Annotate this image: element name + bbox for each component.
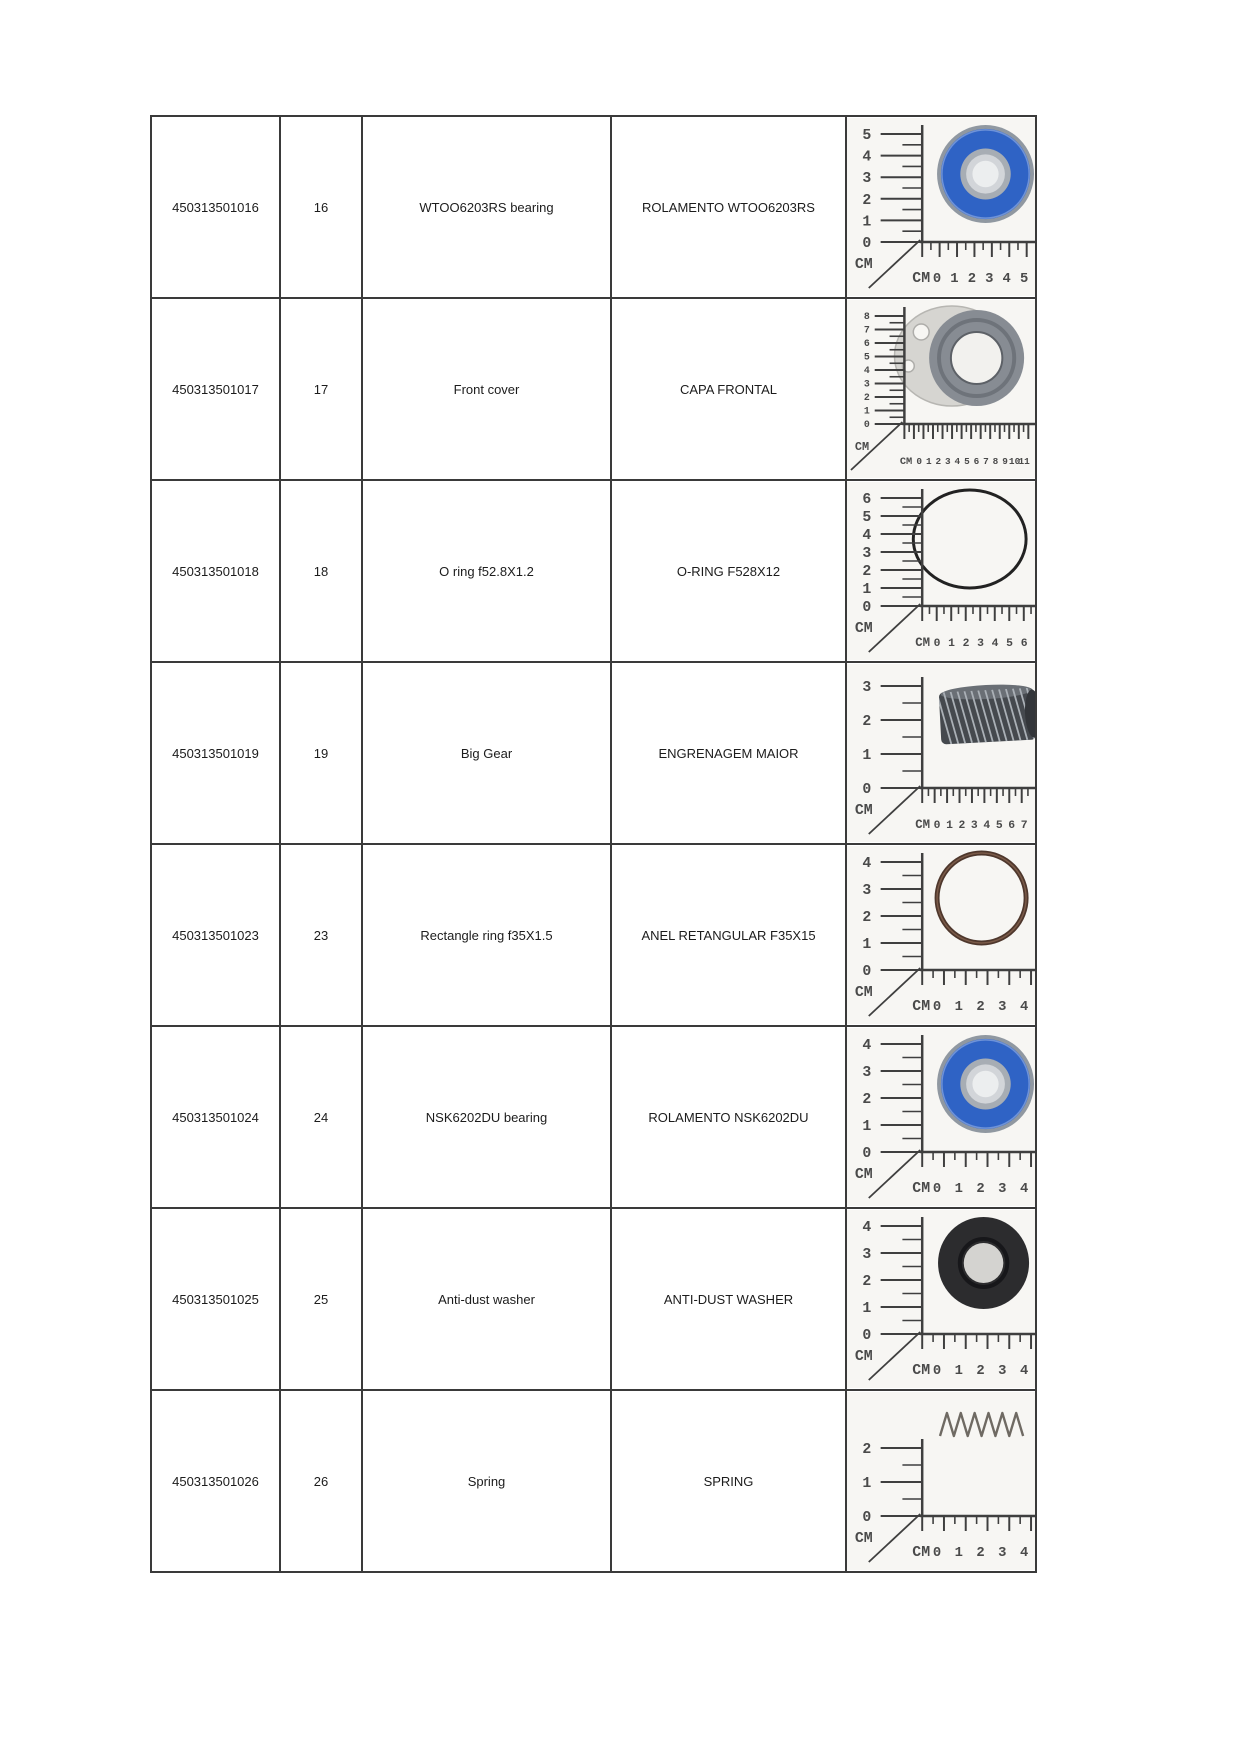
svg-text:1: 1 xyxy=(954,1362,963,1380)
part-photo-ruler-icon xyxy=(847,1392,1035,1570)
svg-text:2: 2 xyxy=(976,1180,985,1198)
svg-text:2: 2 xyxy=(976,1544,985,1562)
item-index-cell xyxy=(280,1208,362,1390)
part-photo-cell xyxy=(846,116,1036,298)
svg-text:CM: CM xyxy=(854,1530,873,1548)
part-photo-cell xyxy=(846,298,1036,480)
description-en-cell xyxy=(362,662,611,844)
part-photo-ruler-icon xyxy=(847,1210,1035,1388)
svg-text:CM: CM xyxy=(854,802,873,820)
svg-text:3: 3 xyxy=(977,636,984,651)
svg-text:5: 5 xyxy=(995,818,1003,833)
description-pt-cell xyxy=(611,1208,846,1390)
part-photo-ruler-icon xyxy=(847,664,1035,842)
description-pt-cell xyxy=(611,662,846,844)
part-photo xyxy=(847,300,1035,478)
description-en-cell xyxy=(362,298,611,480)
svg-text:0: 0 xyxy=(932,998,942,1016)
svg-text:3: 3 xyxy=(945,455,951,468)
svg-text:4: 4 xyxy=(862,855,872,873)
part-number: 450313501024 xyxy=(172,1109,259,1125)
description-en-cell xyxy=(362,1390,611,1572)
part-photo-cell xyxy=(846,480,1036,662)
part-photo-ruler-icon xyxy=(847,846,1035,1024)
description-en-cell xyxy=(362,844,611,1026)
part-photo-cell xyxy=(846,844,1036,1026)
svg-text:2: 2 xyxy=(862,1273,872,1291)
table-row xyxy=(151,662,1036,844)
svg-text:2: 2 xyxy=(862,192,872,209)
svg-text:4: 4 xyxy=(1019,1544,1029,1562)
part-photo-ruler-icon xyxy=(847,1028,1035,1206)
svg-text:3: 3 xyxy=(998,1362,1007,1380)
svg-text:CM: CM xyxy=(915,635,931,651)
item-index-cell xyxy=(280,1390,362,1572)
svg-text:0: 0 xyxy=(932,1362,942,1380)
svg-text:5: 5 xyxy=(964,455,970,468)
svg-text:4: 4 xyxy=(1019,998,1029,1016)
svg-text:5: 5 xyxy=(862,509,872,527)
description-pt: ROLAMENTO NSK6202DU xyxy=(648,1109,809,1125)
description-pt: ROLAMENTO WTOO6203RS xyxy=(642,199,815,215)
description-en: Front cover xyxy=(453,381,520,397)
item-index: 19 xyxy=(313,745,329,761)
part-number: 450313501017 xyxy=(172,381,259,397)
svg-text:4: 4 xyxy=(862,149,872,166)
description-en: NSK6202DU bearing xyxy=(425,1109,548,1125)
svg-text:2: 2 xyxy=(976,1362,985,1380)
svg-text:2: 2 xyxy=(976,998,985,1016)
svg-text:0: 0 xyxy=(933,636,941,651)
description-pt-cell xyxy=(611,480,846,662)
table-row xyxy=(151,480,1036,662)
svg-text:3: 3 xyxy=(863,378,870,390)
svg-text:0: 0 xyxy=(862,963,872,981)
description-en: Spring xyxy=(467,1473,506,1489)
svg-text:4: 4 xyxy=(983,818,991,833)
svg-text:2: 2 xyxy=(962,636,970,651)
svg-text:CM: CM xyxy=(912,998,931,1016)
svg-text:0: 0 xyxy=(932,1180,942,1198)
description-pt-cell xyxy=(611,844,846,1026)
svg-text:0: 0 xyxy=(916,455,923,468)
item-index: 18 xyxy=(313,563,329,579)
part-photo xyxy=(847,1210,1035,1388)
svg-text:0: 0 xyxy=(863,418,870,431)
svg-text:1: 1 xyxy=(862,1300,872,1318)
svg-text:1: 1 xyxy=(954,998,963,1016)
svg-text:CM: CM xyxy=(912,1544,931,1562)
svg-text:3: 3 xyxy=(862,882,872,900)
svg-text:0: 0 xyxy=(933,818,941,833)
svg-text:5: 5 xyxy=(862,127,872,145)
svg-text:2: 2 xyxy=(862,1091,872,1109)
svg-text:6: 6 xyxy=(863,337,870,350)
part-photo xyxy=(847,664,1035,842)
part-photo-ruler-icon xyxy=(847,482,1035,660)
svg-text:1: 1 xyxy=(863,405,870,417)
svg-text:CM: CM xyxy=(915,817,931,833)
table-row xyxy=(151,298,1036,480)
svg-text:0: 0 xyxy=(862,781,872,799)
svg-text:CM: CM xyxy=(854,439,870,455)
svg-text:CM: CM xyxy=(912,270,931,288)
svg-text:CM: CM xyxy=(854,256,873,274)
svg-text:2: 2 xyxy=(862,909,872,927)
description-pt: ANTI-DUST WASHER xyxy=(663,1291,794,1307)
item-index-cell xyxy=(280,116,362,298)
svg-text:1: 1 xyxy=(925,455,932,468)
description-en-cell xyxy=(362,1208,611,1390)
svg-text:8: 8 xyxy=(992,455,999,468)
item-index: 25 xyxy=(313,1291,329,1307)
svg-text:3: 3 xyxy=(998,998,1007,1016)
svg-text:4: 4 xyxy=(862,527,872,545)
description-pt: ENGRENAGEM MAIOR xyxy=(658,745,799,761)
part-photo xyxy=(847,482,1035,660)
svg-text:CM: CM xyxy=(854,620,873,638)
svg-text:4: 4 xyxy=(1019,1362,1029,1380)
svg-text:0: 0 xyxy=(862,1145,872,1163)
part-number: 450313501016 xyxy=(172,199,259,215)
description-pt: CAPA FRONTAL xyxy=(679,381,778,397)
description-en-cell xyxy=(362,1026,611,1208)
svg-text:2: 2 xyxy=(862,713,872,731)
description-en: Rectangle ring f35X1.5 xyxy=(420,927,553,943)
item-index-cell xyxy=(280,1026,362,1208)
svg-text:4: 4 xyxy=(862,1037,872,1055)
svg-text:1: 1 xyxy=(948,636,955,651)
svg-text:CM: CM xyxy=(854,1166,873,1184)
item-index: 26 xyxy=(313,1473,329,1489)
description-pt: ANEL RETANGULAR F35X15 xyxy=(641,927,816,943)
svg-text:7: 7 xyxy=(863,324,870,336)
svg-text:0: 0 xyxy=(862,599,872,617)
part-number-cell xyxy=(151,298,280,480)
svg-text:11: 11 xyxy=(1018,455,1030,468)
svg-text:2: 2 xyxy=(862,563,872,581)
part-number-cell xyxy=(151,1208,280,1390)
description-en-cell xyxy=(362,480,611,662)
description-en: Big Gear xyxy=(460,745,513,761)
svg-text:9: 9 xyxy=(1002,455,1008,468)
svg-text:7: 7 xyxy=(983,455,989,468)
part-number-cell xyxy=(151,844,280,1026)
svg-text:4: 4 xyxy=(863,364,870,377)
svg-text:8: 8 xyxy=(863,310,870,323)
svg-text:1: 1 xyxy=(954,1180,963,1198)
svg-text:5: 5 xyxy=(863,351,870,363)
svg-text:1: 1 xyxy=(862,1118,872,1136)
part-number: 450313501018 xyxy=(172,563,259,579)
svg-text:CM: CM xyxy=(854,984,873,1002)
description-pt-cell xyxy=(611,298,846,480)
item-index: 23 xyxy=(313,927,329,943)
svg-text:4: 4 xyxy=(1019,1180,1029,1198)
svg-text:1: 1 xyxy=(862,936,872,954)
svg-text:0: 0 xyxy=(862,235,872,253)
svg-text:5: 5 xyxy=(1006,636,1014,651)
svg-text:1: 1 xyxy=(862,581,872,599)
part-number-cell xyxy=(151,116,280,298)
svg-text:4: 4 xyxy=(954,455,961,468)
part-photo xyxy=(847,846,1035,1024)
item-index: 16 xyxy=(313,199,329,215)
svg-text:0: 0 xyxy=(932,270,942,288)
description-en-cell xyxy=(362,116,611,298)
description-pt-cell xyxy=(611,116,846,298)
part-photo xyxy=(847,118,1035,296)
part-photo-cell xyxy=(846,1390,1036,1572)
svg-text:3: 3 xyxy=(985,270,994,288)
part-number: 450313501023 xyxy=(172,927,259,943)
part-number: 450313501019 xyxy=(172,745,259,761)
svg-text:1: 1 xyxy=(950,270,959,288)
table-row xyxy=(151,1026,1036,1208)
svg-text:2: 2 xyxy=(967,270,977,288)
part-number: 450313501026 xyxy=(172,1473,259,1489)
svg-text:6: 6 xyxy=(862,491,872,509)
description-en: WTOO6203RS bearing xyxy=(419,199,554,215)
svg-text:0: 0 xyxy=(862,1327,872,1345)
part-number-cell xyxy=(151,480,280,662)
svg-text:4: 4 xyxy=(1002,270,1011,288)
description-en: O ring f52.8X1.2 xyxy=(439,563,534,579)
svg-text:3: 3 xyxy=(970,818,978,833)
description-pt-cell xyxy=(611,1390,846,1572)
part-photo-ruler-icon xyxy=(847,300,1035,478)
svg-text:1: 1 xyxy=(862,747,872,765)
parts-table xyxy=(150,115,1037,1573)
svg-text:1: 1 xyxy=(862,1475,872,1493)
part-number: 450313501025 xyxy=(172,1291,259,1307)
svg-text:CM: CM xyxy=(854,1348,873,1366)
svg-text:3: 3 xyxy=(862,679,872,697)
description-pt: SPRING xyxy=(703,1473,754,1489)
table-row xyxy=(151,844,1036,1026)
svg-text:3: 3 xyxy=(862,1246,872,1264)
svg-text:3: 3 xyxy=(998,1180,1007,1198)
part-photo-cell xyxy=(846,1026,1036,1208)
svg-text:2: 2 xyxy=(862,1441,872,1459)
svg-text:10: 10 xyxy=(1008,455,1021,468)
svg-text:3: 3 xyxy=(862,171,872,188)
part-photo-cell xyxy=(846,1208,1036,1390)
item-index: 17 xyxy=(313,381,329,397)
svg-text:5: 5 xyxy=(1019,270,1029,288)
svg-text:1: 1 xyxy=(862,214,872,231)
part-number-cell xyxy=(151,1026,280,1208)
item-index-cell xyxy=(280,662,362,844)
item-index-cell xyxy=(280,844,362,1026)
svg-text:4: 4 xyxy=(862,1219,872,1237)
item-index-cell xyxy=(280,298,362,480)
svg-text:CM: CM xyxy=(899,455,913,469)
item-index-cell xyxy=(280,480,362,662)
svg-text:CM: CM xyxy=(912,1180,931,1198)
svg-text:3: 3 xyxy=(862,545,872,563)
part-photo-ruler-icon xyxy=(847,118,1035,296)
svg-text:6: 6 xyxy=(973,455,980,468)
part-photo-cell xyxy=(846,662,1036,844)
svg-text:2: 2 xyxy=(863,391,870,404)
svg-text:CM: CM xyxy=(912,1362,931,1380)
description-pt-cell xyxy=(611,1026,846,1208)
table-row xyxy=(151,1208,1036,1390)
svg-text:3: 3 xyxy=(998,1544,1007,1562)
part-photo xyxy=(847,1028,1035,1206)
table-row xyxy=(151,116,1036,298)
description-pt: O-RING F528X12 xyxy=(676,563,781,579)
svg-text:1: 1 xyxy=(954,1544,963,1562)
svg-text:0: 0 xyxy=(862,1509,872,1527)
svg-text:2: 2 xyxy=(958,818,966,833)
svg-text:6: 6 xyxy=(1020,636,1028,651)
part-number-cell xyxy=(151,1390,280,1572)
part-number-cell xyxy=(151,662,280,844)
svg-text:3: 3 xyxy=(862,1064,872,1082)
svg-text:6: 6 xyxy=(1008,818,1016,833)
item-index: 24 xyxy=(313,1109,329,1125)
part-photo xyxy=(847,1392,1035,1570)
svg-text:2: 2 xyxy=(935,455,942,468)
description-en: Anti-dust washer xyxy=(438,1291,535,1307)
svg-text:7: 7 xyxy=(1020,818,1028,833)
svg-text:4: 4 xyxy=(991,636,999,651)
table-row xyxy=(151,1390,1036,1572)
svg-text:1: 1 xyxy=(946,818,953,833)
svg-text:0: 0 xyxy=(932,1544,942,1562)
